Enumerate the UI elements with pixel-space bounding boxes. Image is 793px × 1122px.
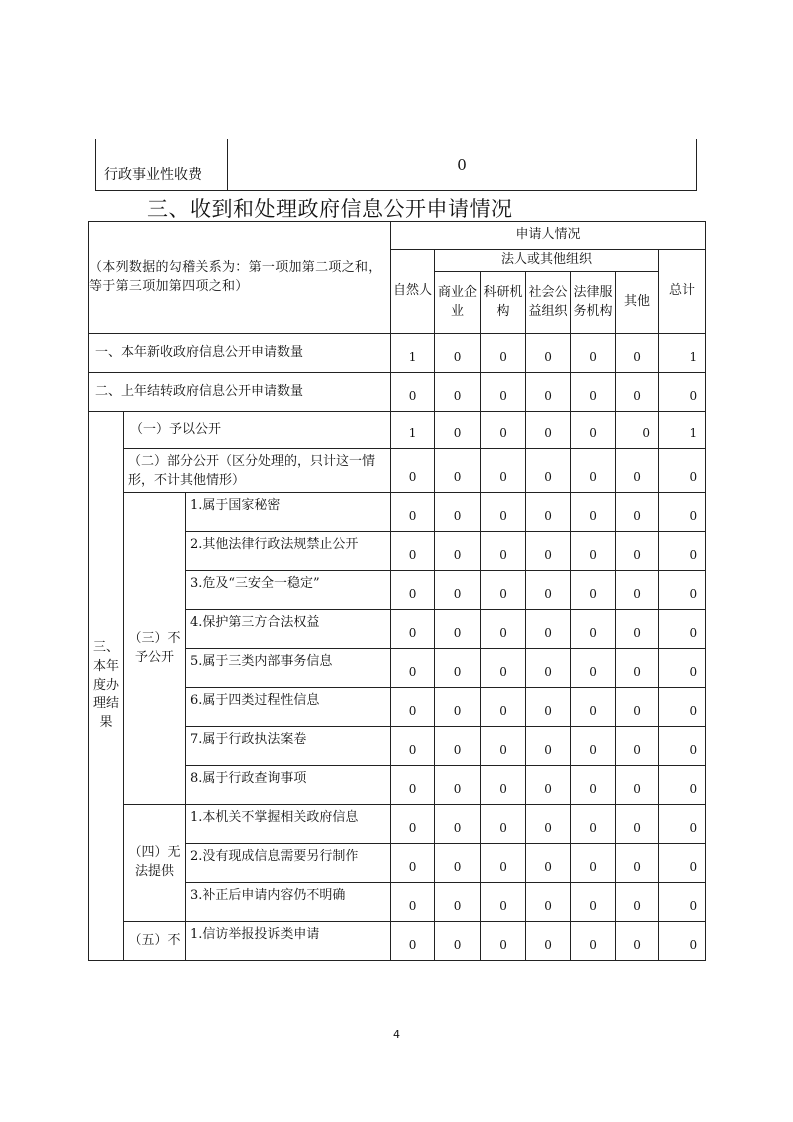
cell: 0 [616, 883, 659, 922]
cell: 0 [571, 571, 616, 610]
cell: 0 [435, 688, 481, 727]
cell: 0 [481, 766, 526, 805]
fee-label: 行政事业性收费 [96, 139, 228, 191]
cell: 0 [481, 449, 526, 493]
cell: 1 [391, 412, 435, 449]
cell: 0 [659, 610, 706, 649]
cell: 0 [481, 883, 526, 922]
cell: 0 [616, 449, 659, 493]
cell: 0 [616, 649, 659, 688]
cell: 1 [659, 412, 706, 449]
cell: 0 [571, 883, 616, 922]
not-disclose-group-label: （三）不予公开 [124, 493, 186, 805]
cell: 0 [391, 532, 435, 571]
cell: 0 [526, 373, 571, 412]
cell: 0 [435, 844, 481, 883]
row-label: 2.其他法律行政法规禁止公开 [186, 532, 391, 571]
cell: 0 [659, 805, 706, 844]
cell: 0 [616, 334, 659, 373]
cell: 0 [481, 688, 526, 727]
cell: 0 [391, 649, 435, 688]
cell: 0 [571, 493, 616, 532]
row-label: 1.属于国家秘密 [186, 493, 391, 532]
cell: 0 [391, 373, 435, 412]
application-table [88, 221, 706, 961]
cell: 0 [659, 688, 706, 727]
cell: 0 [526, 805, 571, 844]
col-legal-service: 法律服务机构 [571, 272, 616, 334]
cell: 0 [435, 922, 481, 961]
cell: 0 [571, 373, 616, 412]
col-other: 其他 [616, 272, 659, 334]
row-label: 3.补正后申请内容仍不明确 [186, 883, 391, 922]
cell: 0 [571, 532, 616, 571]
cell: 0 [571, 688, 616, 727]
cell: 0 [571, 449, 616, 493]
cell: 0 [659, 727, 706, 766]
cell: 0 [481, 922, 526, 961]
cell: 0 [526, 532, 571, 571]
cell: 0 [616, 844, 659, 883]
cell: 0 [616, 688, 659, 727]
row-label: （一）予以公开 [124, 412, 391, 449]
col-research: 科研机构 [481, 272, 526, 334]
fee-value: 0 [228, 139, 697, 191]
cell: 0 [481, 727, 526, 766]
row-label: 一、本年新收政府信息公开申请数量 [89, 334, 391, 373]
cell: 0 [571, 649, 616, 688]
cell: 0 [435, 727, 481, 766]
cell: 0 [571, 844, 616, 883]
cell: 1 [659, 334, 706, 373]
row-label: 2.没有现成信息需要另行制作 [186, 844, 391, 883]
cell: 0 [659, 532, 706, 571]
cell: 0 [659, 449, 706, 493]
cell: 0 [391, 766, 435, 805]
table-row [89, 373, 706, 412]
cell: 0 [616, 412, 659, 449]
header-legal: 法人或其他组织 [435, 250, 659, 272]
row-label: 二、上年结转政府信息公开申请数量 [89, 373, 391, 412]
table-row [89, 493, 706, 532]
cell: 0 [481, 493, 526, 532]
header-note: （本列数据的勾稽关系为：第一项加第二项之和，等于第三项加第四项之和） [89, 222, 391, 334]
col-natural-person: 自然人 [391, 250, 435, 334]
cell: 0 [391, 922, 435, 961]
cell: 0 [571, 727, 616, 766]
row-label: 7.属于行政执法案卷 [186, 727, 391, 766]
cell: 0 [616, 373, 659, 412]
cell: 0 [391, 571, 435, 610]
cell: 0 [435, 766, 481, 805]
cell: 0 [616, 532, 659, 571]
cell: 0 [526, 334, 571, 373]
table-row [89, 449, 706, 493]
cell: 0 [481, 532, 526, 571]
cell: 0 [571, 766, 616, 805]
cell: 0 [391, 727, 435, 766]
cell: 0 [659, 373, 706, 412]
cell: 0 [391, 883, 435, 922]
not-process-group-label: （五）不 [124, 922, 186, 961]
cell: 0 [526, 844, 571, 883]
cell: 0 [435, 805, 481, 844]
cell: 0 [616, 493, 659, 532]
row-label: 1.信访举报投诉类申请 [186, 922, 391, 961]
cannot-provide-group-label: （四）无法提供 [124, 805, 186, 922]
col-business: 商业企业 [435, 272, 481, 334]
cell: 0 [616, 571, 659, 610]
table-row [89, 805, 706, 844]
cell: 0 [659, 649, 706, 688]
cell: 0 [481, 334, 526, 373]
cell: 0 [391, 493, 435, 532]
cell: 0 [571, 412, 616, 449]
cell: 0 [526, 449, 571, 493]
cell: 0 [391, 449, 435, 493]
cell: 0 [481, 844, 526, 883]
cell: 0 [435, 449, 481, 493]
cell: 0 [391, 688, 435, 727]
cell: 0 [659, 493, 706, 532]
cell: 0 [391, 805, 435, 844]
cell: 0 [435, 610, 481, 649]
cell: 0 [659, 883, 706, 922]
cell: 0 [526, 922, 571, 961]
col-public-welfare: 社会公益组织 [526, 272, 571, 334]
row-label: 8.属于行政查询事项 [186, 766, 391, 805]
cell: 0 [659, 844, 706, 883]
cell: 0 [391, 844, 435, 883]
cell: 0 [526, 493, 571, 532]
cell: 0 [435, 373, 481, 412]
cell: 0 [435, 883, 481, 922]
cell: 0 [481, 649, 526, 688]
row-label: 3.危及“三安全一稳定” [186, 571, 391, 610]
cell: 0 [616, 727, 659, 766]
result-group-label: 三、本年度办理结果 [89, 412, 124, 961]
cell: 0 [435, 571, 481, 610]
cell: 0 [526, 766, 571, 805]
row-label: 4.保护第三方合法权益 [186, 610, 391, 649]
cell: 0 [659, 766, 706, 805]
cell: 0 [481, 571, 526, 610]
cell: 0 [435, 412, 481, 449]
row-label: 6.属于四类过程性信息 [186, 688, 391, 727]
cell: 0 [616, 922, 659, 961]
cell: 0 [616, 805, 659, 844]
table-row [96, 139, 697, 191]
cell: 0 [526, 688, 571, 727]
cell: 0 [391, 610, 435, 649]
cell: 0 [571, 334, 616, 373]
table-row [89, 222, 706, 250]
cell: 0 [526, 649, 571, 688]
page-number: 4 [393, 1028, 400, 1041]
cell: 0 [659, 922, 706, 961]
row-label: （二）部分公开（区分处理的，只计这一情形，不计其他情形） [124, 449, 391, 493]
cell: 0 [481, 373, 526, 412]
cell: 0 [526, 571, 571, 610]
cell: 0 [481, 805, 526, 844]
row-label: 1.本机关不掌握相关政府信息 [186, 805, 391, 844]
section-title: 三、收到和处理政府信息公开申请情况 [147, 197, 513, 221]
table-row [89, 334, 706, 373]
cell: 0 [571, 805, 616, 844]
cell: 0 [481, 412, 526, 449]
cell: 0 [435, 649, 481, 688]
cell: 0 [616, 610, 659, 649]
cell: 0 [571, 922, 616, 961]
cell: 0 [616, 766, 659, 805]
table-row [89, 412, 706, 449]
cell: 0 [526, 610, 571, 649]
header-applicant: 申请人情况 [391, 222, 706, 250]
fee-table [95, 139, 697, 191]
cell: 0 [435, 532, 481, 571]
cell: 0 [526, 412, 571, 449]
cell: 1 [391, 334, 435, 373]
cell: 0 [481, 610, 526, 649]
cell: 0 [571, 610, 616, 649]
cell: 0 [435, 334, 481, 373]
table-row [89, 922, 706, 961]
cell: 0 [526, 727, 571, 766]
cell: 0 [659, 571, 706, 610]
cell: 0 [435, 493, 481, 532]
cell: 0 [526, 883, 571, 922]
row-label: 5.属于三类内部事务信息 [186, 649, 391, 688]
col-total: 总计 [659, 250, 706, 334]
